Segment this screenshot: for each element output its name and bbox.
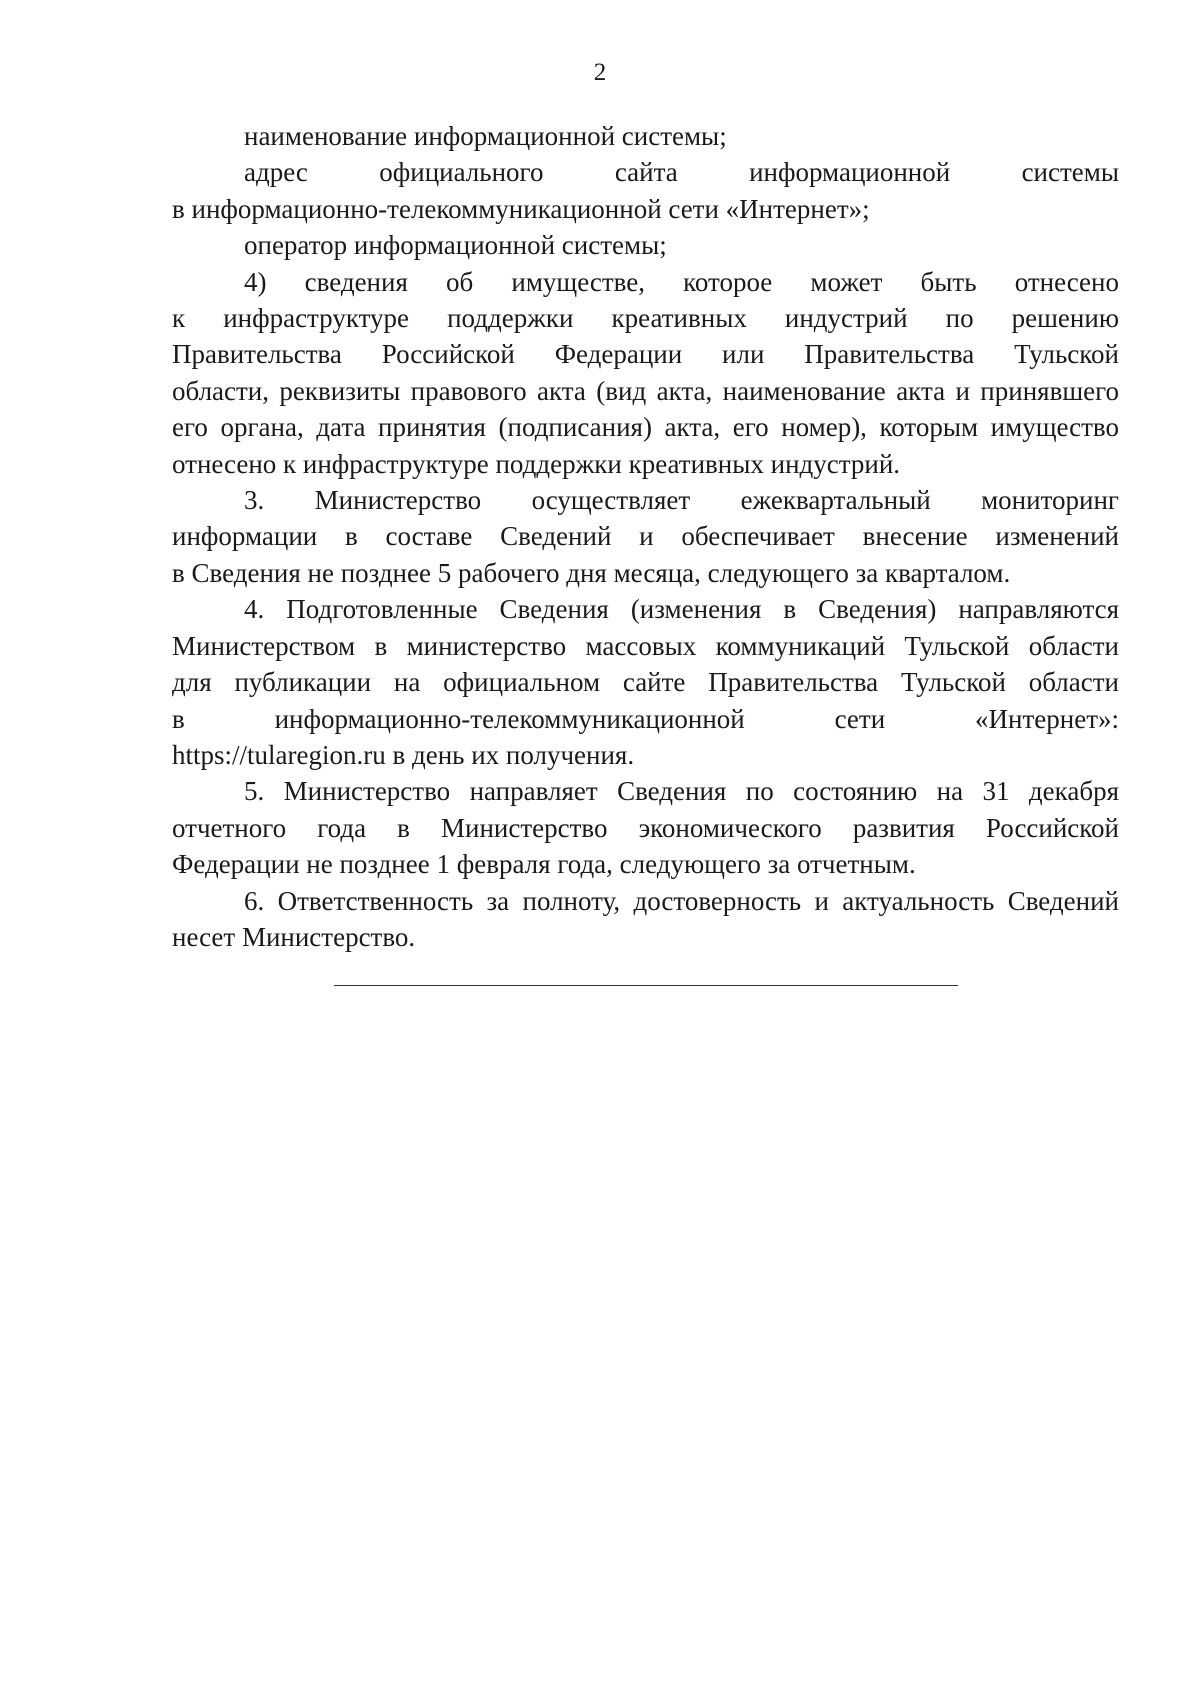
document-body	[172, 118, 1119, 955]
text-line: к инфраструктуре поддержки креативных индустрий по решению	[172, 303, 1119, 334]
text-line: области, реквизиты правового акта (вид акта, наименование акта и принявшего	[172, 375, 1119, 406]
text-line: в информационно-телекоммуникационной сети «Интернет»:	[172, 703, 1119, 734]
page-number: 2	[593, 59, 607, 86]
text-line: https://tularegion.ru в день их получения.	[172, 739, 635, 770]
text-line: Правительства Российской Федерации или Правительства Тульской	[172, 339, 1119, 370]
text-line: информации в составе Сведений и обеспечивает внесение изменений	[172, 521, 1119, 552]
text-line: его органа, дата принятия (подписания) акта, его номер), которым имущество	[172, 412, 1119, 443]
text-line: 6. Ответственность за полноту, достоверность и актуальность Сведений	[244, 885, 1119, 916]
text-line: наименование информационной системы;	[244, 121, 727, 151]
text-line: 4. Подготовленные Сведения (изменения в Сведения) направляются	[244, 594, 1119, 625]
text-line: отнесено к инфраструктуре поддержки креативных индустрий.	[172, 448, 901, 479]
text-line: в информационно-телекоммуникационной сети «Интернет»;	[172, 193, 870, 224]
text-line: Министерством в министерство массовых коммуникаций Тульской области	[172, 630, 1119, 661]
text-line: несет Министерство.	[172, 921, 416, 952]
text-line: Федерации не позднее 1 февраля года, следующего за отчетным.	[172, 849, 916, 880]
text-line: 3. Министерство осуществляет ежеквартальный мониторинг	[244, 485, 1119, 516]
text-line: отчетного года в Министерство экономического развития Российской	[172, 812, 1119, 843]
text-line: 4) сведения об имуществе, которое может быть отнесено	[244, 266, 1119, 297]
text-line: 5. Министерство направляет Сведения по состоянию на 31 декабря	[244, 776, 1119, 807]
text-line: адрес официального сайта информационной системы	[244, 157, 1119, 188]
text-line: оператор информационной системы;	[244, 230, 667, 261]
text-line: для публикации на официальном сайте Правительства Тульской области	[172, 667, 1119, 698]
closing-divider	[334, 985, 958, 986]
text-line: в Сведения не позднее 5 рабочего дня месяца, следующего за кварталом.	[172, 557, 1011, 588]
